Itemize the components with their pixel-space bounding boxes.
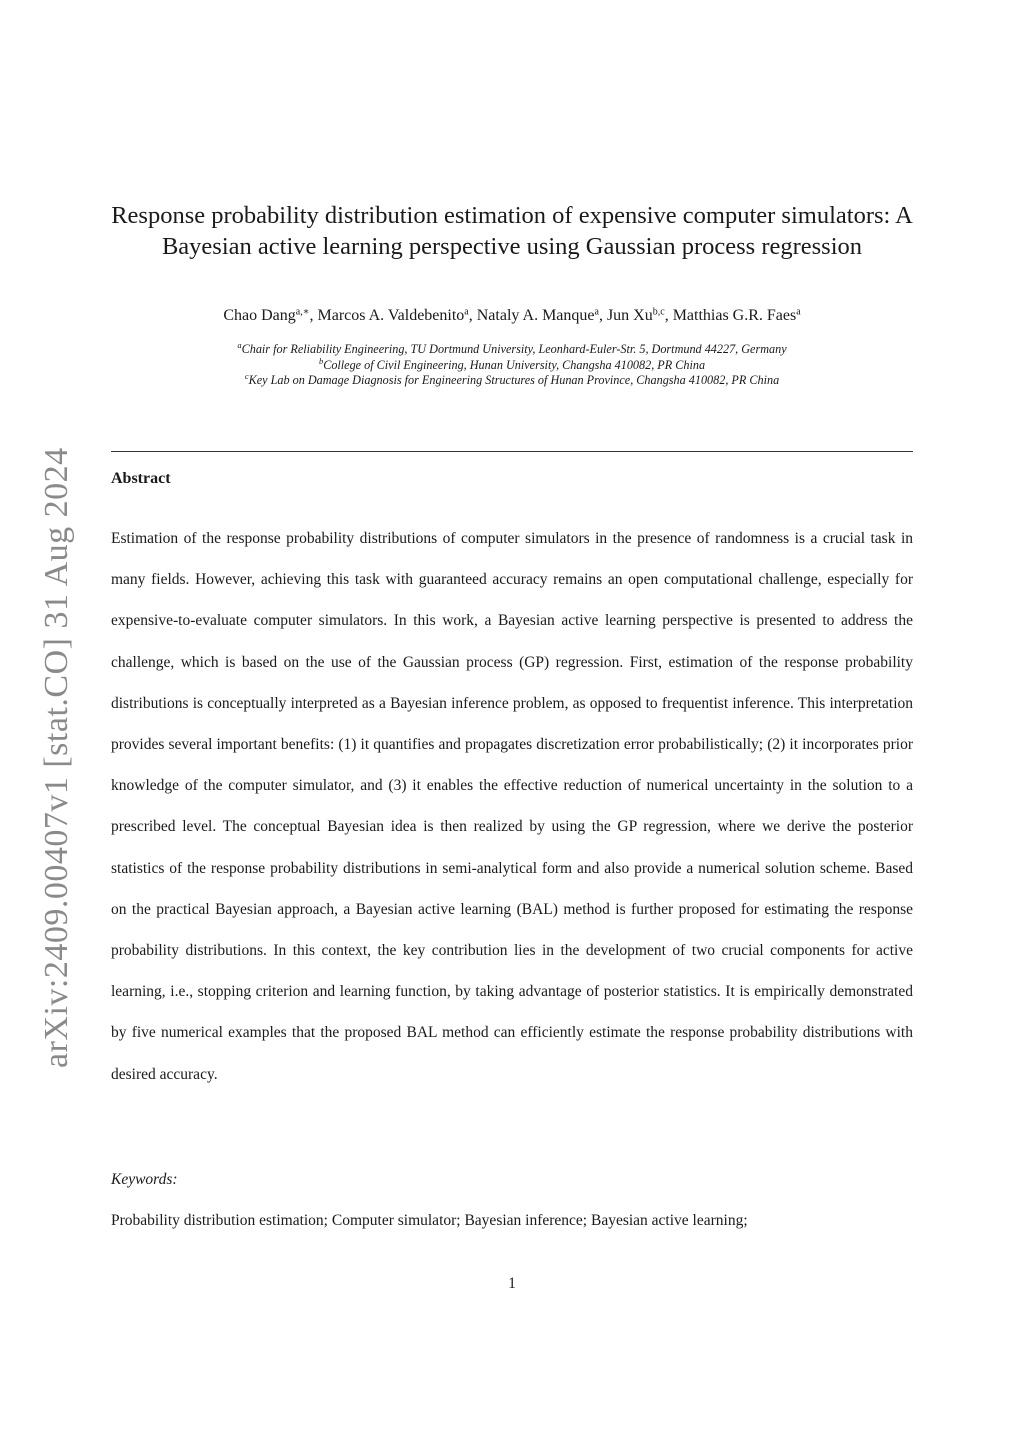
author-separator: , xyxy=(468,307,477,324)
author-separator: , xyxy=(664,307,673,324)
affiliation-line xyxy=(100,355,924,374)
abstract-body: Estimation of the response probability distributions of computer simulators in the presence of randomness is a crucial task in many fields. However, achieving this task with guaranteed accuracy remains an open computational challenge, especially for expensive-to-evaluate computer simulators. In this work, a Bayesian active learning perspective is presented to address the challenge, which is based on the use of the Gaussian process (GP) regression. First, estimation of the response probability distributions is conceptually interpreted as a Bayesian inference problem, as opposed to frequentist inference. This interpretation provides several important benefits: (1) it quantifies and propagates discretization error probabilistically; (2) it incorporates prior knowledge of the computer simulator, and (3) it enables the effective reduction of numerical uncertainty in the solution to a prescribed level. The conceptual Bayesian idea is then realized by using the GP regression, where we derive the posterior statistics of the response probability distributions in semi-analytical form and also provide a numerical solution scheme. Based on the practical Bayesian approach, a Bayesian active learning (BAL) method is further proposed for estimating the response probability distributions. In this context, the key contribution lies in the development of two crucial components for active learning, i.e., stopping criterion and learning function, by taking advantage of posterior statistics. It is empirically demonstrated by five numerical examples that the proposed BAL method can efficiently estimate the response probability distributions with desired accuracy. xyxy=(111,530,913,1083)
author-separator: , xyxy=(598,307,607,324)
author-name: Marcos A. Valdebenito xyxy=(317,307,465,324)
author-separator: , xyxy=(309,307,318,324)
affiliation-mark: c xyxy=(244,370,249,381)
section-divider xyxy=(111,451,913,452)
author-name: Chao Dang xyxy=(223,307,296,324)
author-name: Nataly A. Manque xyxy=(476,307,595,324)
affiliation-line xyxy=(100,370,924,389)
author-name: Jun Xu xyxy=(606,307,653,324)
arxiv-identifier-stamp: arXiv:2409.00407v1 [stat.CO] 31 Aug 2024 xyxy=(38,447,75,1068)
page-number: 1 xyxy=(508,1275,516,1292)
author-name: Matthias G.R. Faes xyxy=(672,307,797,324)
author-list xyxy=(100,305,924,327)
affiliation-mark: a xyxy=(237,339,242,350)
abstract-heading: Abstract xyxy=(111,470,171,487)
paper-title: Response probability distribution estimation of expensive computer simulators: A Bayesian active learning perspective using Gaussian process regression xyxy=(111,202,913,261)
affiliation-text: Chair for Reliability Engineering, TU Dortmund University, Leonhard-Euler-Str. 5, Dortmund 44227, Germany xyxy=(241,342,787,356)
author-affiliation-mark: a xyxy=(464,306,469,318)
keywords-label: Keywords: xyxy=(111,1171,178,1188)
affiliation-mark: b xyxy=(318,355,324,366)
keywords-text: Probability distribution estimation; Computer simulator; Bayesian inference; Bayesian active learning; xyxy=(111,1212,748,1229)
author-affiliation-mark: a,∗ xyxy=(295,306,310,318)
author-affiliation-mark: a xyxy=(796,306,801,318)
affiliation-list xyxy=(100,339,924,389)
affiliation-text: College of Civil Engineering, Hunan University, Changsha 410082, PR China xyxy=(323,357,706,372)
author-affiliation-mark: b,c xyxy=(652,306,665,318)
affiliation-text: Key Lab on Damage Diagnosis for Engineering Structures of Hunan Province, Changsha 410082, PR China xyxy=(248,373,780,387)
author-affiliation-mark: a xyxy=(594,306,599,318)
affiliation-line xyxy=(100,339,924,358)
